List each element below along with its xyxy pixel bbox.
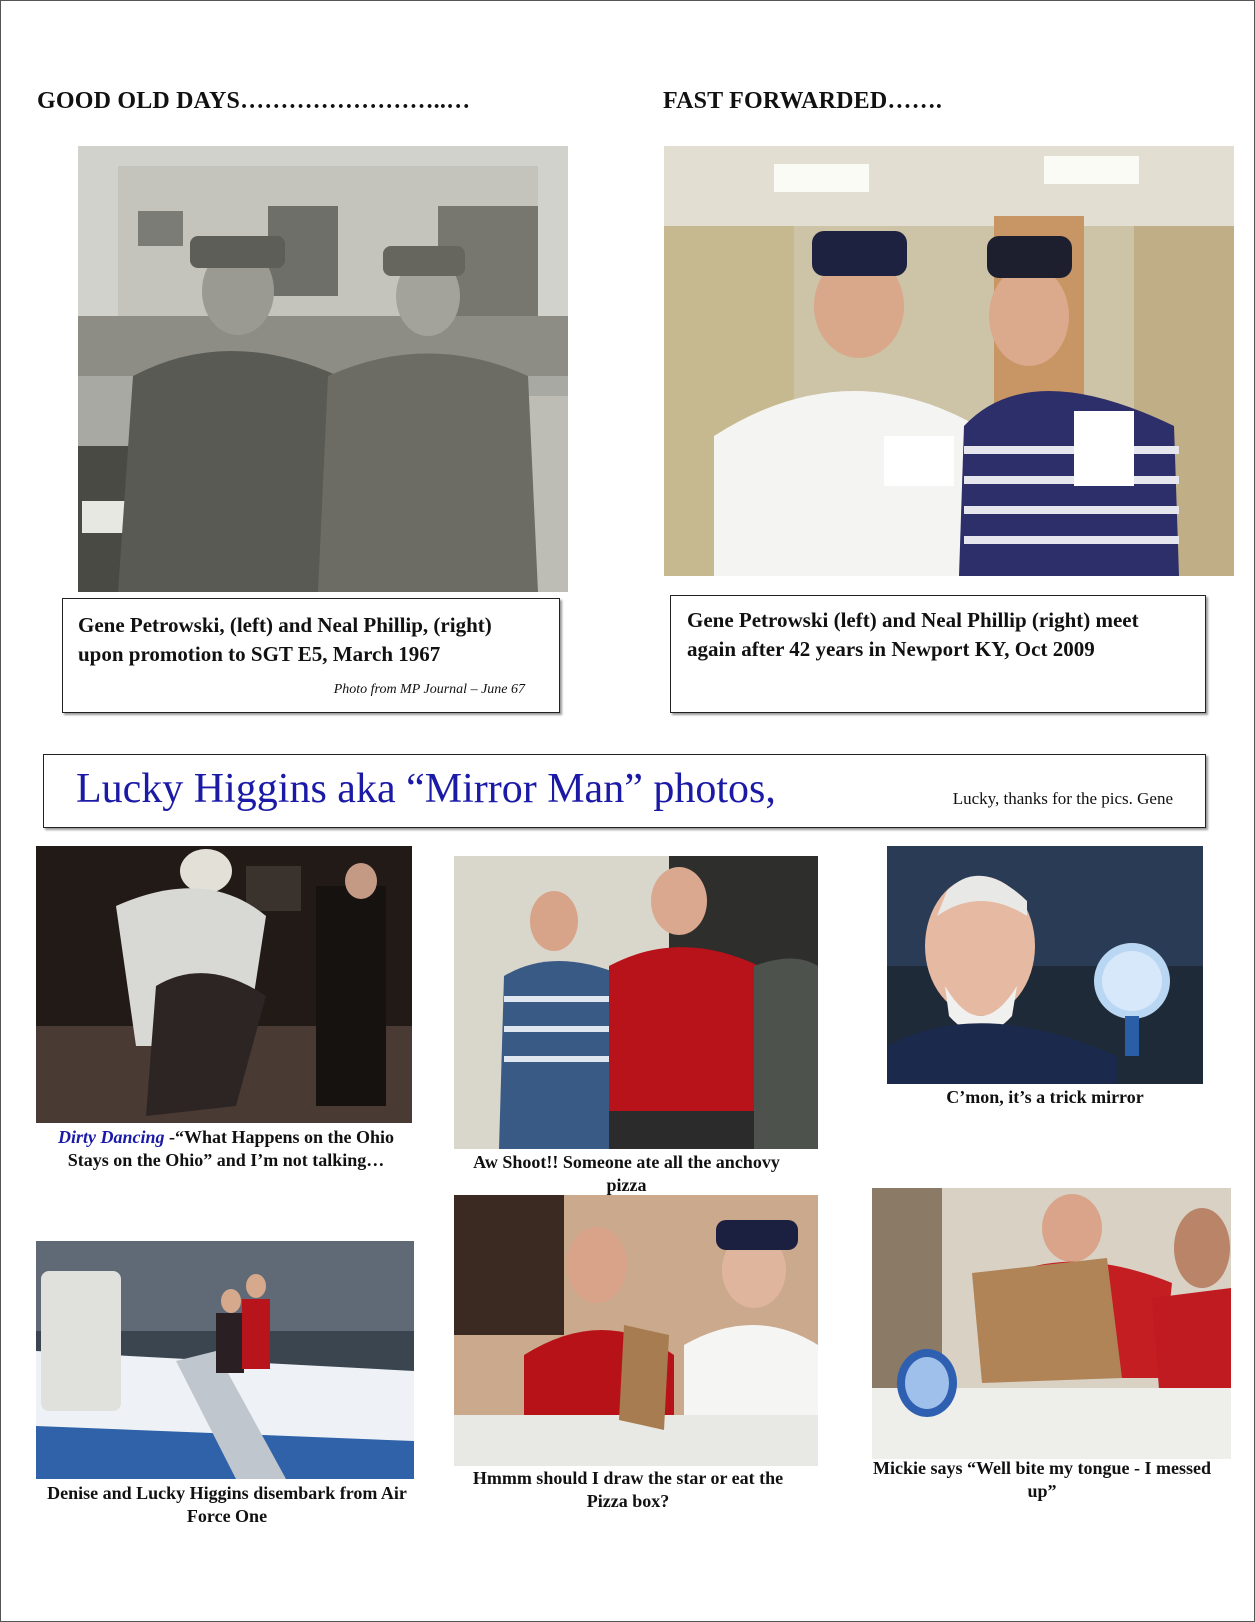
caption-dirty-dancing-emphasis: Dirty Dancing [57, 1127, 165, 1147]
heading-good-old-days: GOOD OLD DAYS……………………..… [37, 88, 471, 114]
caption-anchovy-pizza: Aw Shoot!! Someone ate all the anchovy pizza [473, 1152, 780, 1195]
caption-mickie: Mickie says “Well bite my tongue - I messed up” [873, 1458, 1211, 1501]
photo-credit: Photo from MP Journal – June 67 [333, 682, 525, 697]
photo-air-force-one [36, 1241, 414, 1479]
banner-thanks: Lucky, thanks for the pics. Gene [952, 789, 1173, 808]
caption-dirty-dancing [38, 1126, 414, 1172]
caption-1967: Gene Petrowski, (left) and Neal Phillip, (right) upon promotion to SGT E5, March 1967 [78, 613, 492, 666]
photo-mickie [872, 1188, 1231, 1459]
photo-dirty-dancing [36, 846, 412, 1123]
caption-air-force-one: Denise and Lucky Higgins disembark from Air Force One [47, 1483, 407, 1526]
heading-fast-forwarded: FAST FORWARDED……. [663, 88, 943, 114]
photo-draw-the-star [454, 1195, 818, 1466]
caption-trick-mirror: C’mon, it’s a trick mirror [946, 1087, 1144, 1107]
caption-2009: Gene Petrowski (left) and Neal Phillip (right) meet again after 42 years in Newport KY, Oct 2009 [687, 608, 1139, 661]
banner-title: Lucky Higgins aka “Mirror Man” photos, [76, 766, 776, 812]
gallery-banner [43, 754, 1206, 828]
photo-trick-mirror [887, 846, 1203, 1084]
photo-2009-reunion [664, 146, 1234, 576]
caption-box-2009 [670, 595, 1206, 713]
caption-box-1967 [62, 598, 560, 713]
caption-dirty-dancing-text: -“What Happens on the Ohio Stays on the Ohio” and I’m not talking… [67, 1127, 395, 1170]
photo-anchovy-pizza [454, 856, 818, 1149]
caption-draw-the-star: Hmmm should I draw the star or eat the Pizza box? [472, 1468, 784, 1511]
photo-1967-promotion [78, 146, 568, 592]
